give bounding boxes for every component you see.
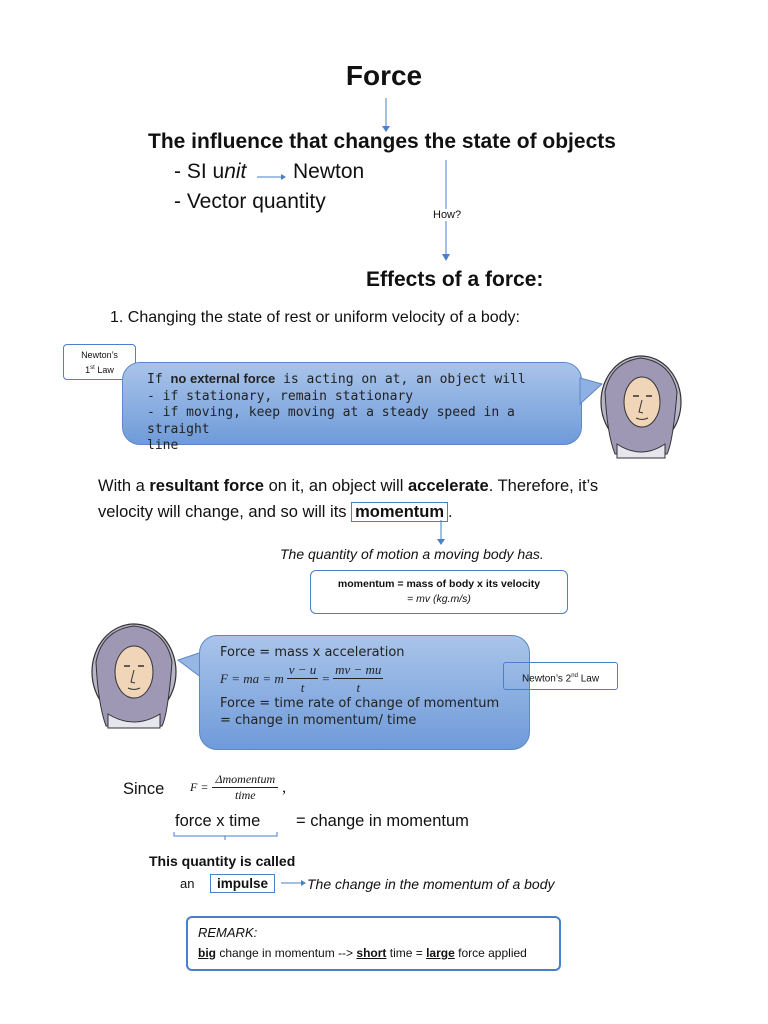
effect-item-1: 1. Changing the state of rest or uniform velocity of a body: [110, 309, 520, 326]
bubble1-pre: If [147, 372, 171, 387]
si-unit-arrow [257, 172, 287, 182]
res-p1: With a [98, 477, 150, 495]
resultant-force-paragraph [98, 473, 698, 525]
since-frac [212, 772, 278, 803]
bubble1-line2: - if stationary, remain stationary [147, 388, 414, 404]
impulse-box: impulse [210, 874, 275, 893]
remark-big: big [198, 946, 216, 960]
bubble1-line3: - if moving, keep moving at a steady speed in a straight [147, 405, 515, 437]
bubble1-line4: line [147, 438, 179, 453]
remark-large: large [426, 946, 455, 960]
remark-t2: time = [386, 946, 427, 960]
since-word: Since [123, 780, 165, 798]
bubble2-line3: Force = time rate of change of momentum [220, 696, 500, 711]
newton1-ord: 1 [85, 365, 91, 375]
impulse-definition: The change in the momentum of a body [307, 876, 555, 892]
frac1-den: t [300, 679, 305, 695]
bubble1-post: is acting on at, an object will [275, 372, 526, 387]
how-label: How? [433, 209, 462, 221]
newton1-line1: Newton’s [81, 350, 118, 360]
si-unit-prefix: - SI u [174, 160, 225, 183]
since-comma: , [282, 778, 287, 796]
since-den: time [234, 788, 256, 802]
an-word: an [180, 876, 195, 891]
remark-line [198, 943, 549, 963]
since-lhs: F = [190, 780, 209, 794]
effects-heading: Effects of a force: [366, 268, 544, 291]
eq-mid: = [321, 670, 331, 686]
bubble1-bold: no external force [170, 371, 276, 386]
force-x-time: force x time [175, 812, 261, 830]
momentum-boxed-word: momentum [351, 502, 448, 522]
si-unit-line [174, 160, 246, 184]
res-b2: accelerate [407, 477, 489, 495]
remark-t1: change in momentum --> [216, 946, 357, 960]
frac1-num: v − u [288, 661, 317, 677]
remark-title: REMARK: [198, 925, 258, 940]
page-title: Force [345, 60, 423, 91]
momentum-formula-box [310, 570, 568, 614]
since-equation [190, 772, 286, 803]
si-unit-value: Newton [293, 160, 365, 183]
change-in-momentum: = change in momentum [296, 812, 469, 830]
bubble1-line1 [147, 371, 571, 389]
newton2-post: Law [577, 673, 600, 685]
momentum-definition: The quantity of motion a moving body has. [280, 546, 544, 562]
eq-frac1 [287, 661, 319, 696]
bubble2-line1: Force = mass x acceleration [220, 645, 405, 660]
impulse-arrow [281, 878, 307, 888]
remark-box [186, 916, 561, 971]
newton1-rest: Law [94, 365, 114, 375]
newton1-sup: st [90, 365, 95, 371]
bubble2-equation [220, 661, 517, 695]
second-law-bubble [199, 635, 530, 750]
si-unit-italic: nit [224, 160, 247, 183]
eq-frac2 [333, 661, 383, 696]
newton-second-law-label [503, 662, 618, 690]
remark-short: short [356, 946, 387, 960]
frac2-num: mv − mu [335, 661, 382, 677]
newton-portrait-2 [88, 620, 180, 732]
res-p3: . Therefore, it’s [488, 477, 599, 495]
newton-portrait-1 [597, 352, 685, 462]
frac2-den: t [356, 679, 361, 695]
momentum-box-line1: momentum = mass of body x its velocity [337, 578, 541, 590]
eq-lhs: F = ma = m [220, 670, 284, 686]
remark-t3: force applied [454, 946, 527, 960]
res-p2: on it, an object will [263, 477, 408, 495]
res-p5: . [448, 503, 453, 521]
quantity-called: This quantity is called [149, 853, 296, 869]
vector-quantity: - Vector quantity [174, 190, 326, 213]
momentum-box-line2: = mv (kg.m/s) [407, 593, 471, 605]
first-law-bubble [122, 362, 582, 453]
force-definition: The influence that changes the state of objects [148, 130, 616, 153]
momentum-down-arrow [436, 520, 446, 546]
newton2-sup: nd [571, 673, 578, 679]
since-num: Δmomentum [212, 772, 278, 788]
force-time-bracket [173, 830, 279, 840]
bubble2-line4: = change in momentum/ time [220, 713, 417, 728]
res-b1: resultant force [149, 477, 264, 495]
title-down-arrow [381, 98, 391, 134]
newton2-pre: Newton’s 2 [521, 673, 572, 685]
res-p4: velocity will change, and so will its [98, 503, 352, 521]
